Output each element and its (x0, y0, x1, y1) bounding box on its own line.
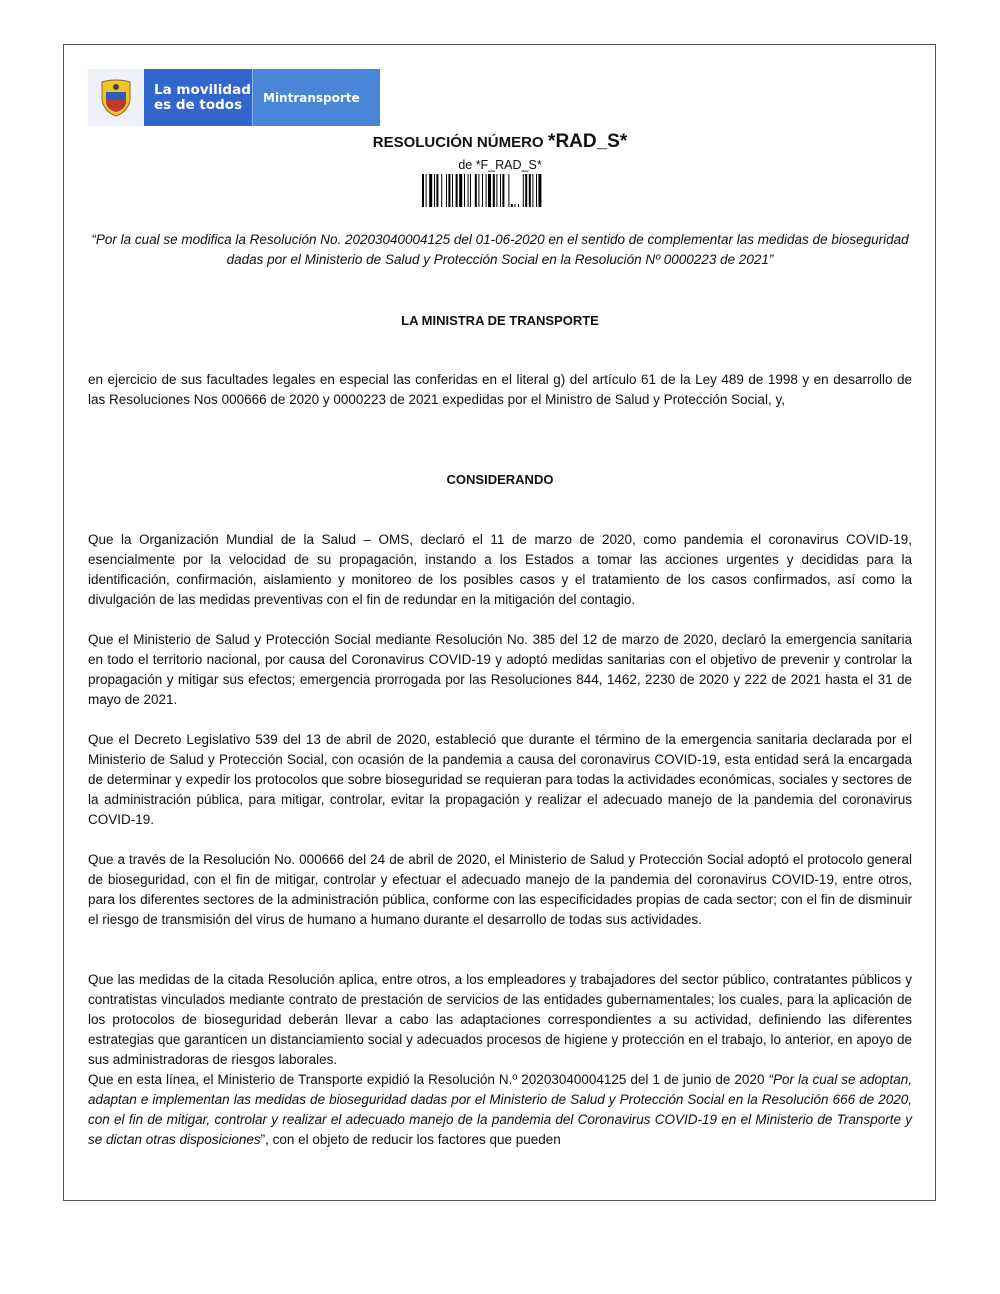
paragraph-6-intro: Que en esta línea, el Ministerio de Transporte expidió la Resolución N.º 20203040004125 del 1 de junio de 2020 (88, 1072, 769, 1087)
logo-slogan-line1: La movilidad (154, 81, 251, 98)
resolution-code: *RAD_S* (548, 131, 628, 152)
authority-heading: LA MINISTRA DE TRANSPORTE (401, 313, 599, 328)
considerando-heading: CONSIDERANDO (446, 472, 554, 487)
paragraph-6-rest: ”, con el objeto de reducir los factores que pueden (260, 1132, 561, 1147)
paragraph-5: Que las medidas de la citada Resolución aplica, entre otros, a los empleadores y trabajadores del sector público, contratantes públicos y contratistas vinculados mediante contrato de prestación de servicios de las entidades gubernamentales; los cuales, para la aplicación de los protocolos de bioseguridad deberán llevar a cabo las adaptaciones correspondientes a su actividad, definiendo las diferentes estrategias que garanticen un distanciamiento social y adecuados procesos de higiene y protección en el trabajo, lo anterior, en apoyo de sus administradoras de riesgos laborales. (88, 972, 912, 1067)
mintransporte-logo (88, 69, 380, 126)
paragraph-1: Que la Organización Mundial de la Salud – OMS, declaró el 11 de marzo de 2020, como pandemia el coronavirus COVID-19, esencialmente por la velocidad de su propagación, instando a los Estados a tomar las acciones urgentes y decididas para la identificación, confirmación, aislamiento y monitoreo de los posibles casos y el tratamiento de los casos confirmados, así como la divulgación de las medidas preventivas con el fin de redundar en la mitigación del contagio. (88, 532, 912, 607)
resolution-subject: “Por la cual se modifica la Resolución No. 20203040004125 del 01-06-2020 en el sentido de complementar las medidas de bioseguridad dadas por el Ministerio de Salud y Protección Social en la Resolución Nº 0000223 de 2021” (91, 232, 909, 267)
resolution-date: de *F_RAD_S* (458, 158, 542, 172)
logo-brand: Mintransporte (253, 69, 380, 126)
paragraph-3: Que el Decreto Legislativo 539 del 13 de abril de 2020, estableció que durante el término de la emergencia sanitaria declarada por el Ministerio de Salud y Protección Social, con ocasión de la pandemia a causa del coronavirus COVID-19, esta entidad será la encargada de determinar y expedir los protocolos que sobre bioseguridad se requieran para todas la actividades económicas, sociales y sectores de la administración pública, para mitigar, controlar, evitar la propagación y realizar el adecuado manejo de la pandemia del coronavirus COVID-19. (88, 732, 912, 827)
paragraph-4: Que a través de la Resolución No. 000666 del 24 de abril de 2020, el Ministerio de Salud y Protección Social adoptó el protocolo general de bioseguridad, con el fin de mitigar, controlar y efectuar el adecuado manejo de la pandemia del coronavirus COVID-19, entre otros, para los diferentes sectores de la administración pública, conforme con las especificidades propias de cada sector; con el fin de disminuir el riesgo de transmisión del virus de humano a humano durante el desarrollo de todas sus actividades. (88, 852, 912, 927)
paragraph-6-quote: “Por la cual se adoptan, adaptan e implementan las medidas de bioseguridad dadas por el Ministerio de Salud y Protección Social en la Resolución 666 de 2020, con el fin de mitigar, controlar y realizar el adecuado manejo de la pandemia del Coronavirus COVID-19 en el Ministerio de Transporte y se dictan otras disposiciones (88, 1072, 912, 1147)
coat-of-arms-icon (88, 69, 144, 126)
barcode-icon (422, 174, 578, 207)
resolution-title (0, 131, 1000, 153)
preamble-paragraph: en ejercicio de sus facultades legales en especial las conferidas en el literal g) del artículo 61 de la Ley 489 de 1998 y en desarrollo de las Resoluciones Nos 000666 de 2020 y 0000223 de 2021 expedidas por el Ministro de Salud y Protección Social, y, (88, 372, 912, 407)
logo-slogan-line2: es de todos (154, 96, 243, 113)
resolution-label: RESOLUCIÓN NÚMERO (372, 134, 544, 151)
paragraph-2: Que el Ministerio de Salud y Protección Social mediante Resolución No. 385 del 12 de marzo de 2020, declaró la emergencia sanitaria en todo el territorio nacional, por causa del Coronavirus COVID-19 y adoptó medidas sanitarias con el objetivo de prevenir y controlar la propagación y mitigar sus efectos; emergencia prorrogada por las Resoluciones 844, 1462, 2230 de 2020 y 222 de 2021 hasta el 31 de mayo de 2021. (88, 632, 912, 707)
paragraph-6 (88, 1070, 912, 1150)
logo-slogan (144, 69, 252, 126)
